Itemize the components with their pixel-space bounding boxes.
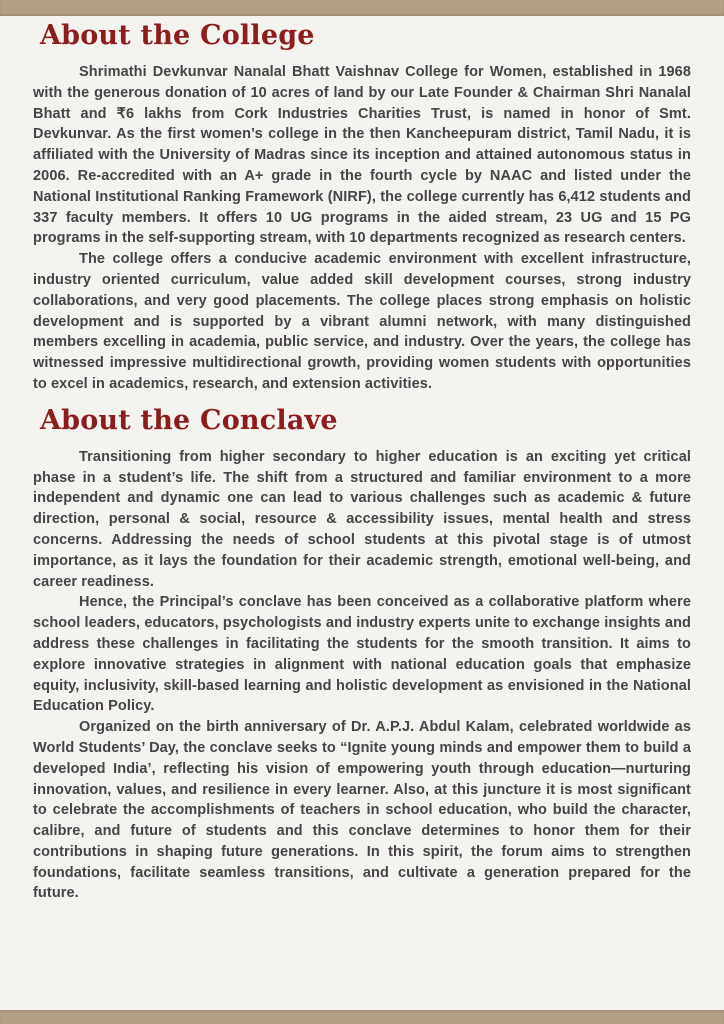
section-about-conclave (33, 405, 691, 905)
about-conclave-heading: About the Conclave (40, 404, 338, 436)
bottom-border-bar (0, 1010, 724, 1024)
about-conclave-paragraph-1: Transitioning from higher secondary to higher education is an exciting yet critical phase in a student’s life. The shift from a structured and familiar environment to a more independent and dynamic one can lead to various challenges such as academic & future direction, personal & social, resource & accessibility issues, mental health and stress concerns. Addressing the needs of school students at this pivotal stage is of utmost importance, as it lays the foundation for their academic strength, emotional well-being, and career readiness. (33, 448, 691, 590)
about-college-paragraph-1: Shrimathi Devkunvar Nanalal Bhatt Vaishnav College for Women, established in 1968 with the generous donation of 10 acres of land by our Late Founder & Chairman Shri Nanalal Bhatt and ₹6 lakhs from Cork Industries Charities Trust, is named in honor of Smt. Devkunvar. As the first women’s college in the then Kancheepuram district, Tamil Nadu, it is affiliated with the University of Madras since its inception and attained autonomous status in 2006. Re-accredited with an A+ grade in the fourth cycle by NAAC and listed under the National Institutional Ranking Framework (NIRF), the college currently has 6,412 students and 337 faculty members. It offers 10 UG programs in the aided stream, 23 UG and 15 PG programs in the self-supporting stream, with 10 departments recognized as research centers. (33, 64, 691, 247)
section-about-college (33, 20, 691, 395)
about-conclave-paragraph-3: Organized on the birth anniversary of Dr. A.P.J. Abdul Kalam, celebrated worldwide as World Students’ Day, the conclave seeks to “Ignite young minds and empower them to build a developed India’, reflecting his vision of empowering youth through education—nurturing innovation, values, and resilience in every learner. Also, at this juncture it is most significant to celebrate the accomplishments of teachers in school education, who build the character, calibre, and future of students and this conclave determines to honor them for their contributions in shaping future generations. In this spirit, the forum aims to strengthen foundations, facilitate seamless transitions, and cultivate a generation prepared for the future. (33, 719, 691, 902)
about-college-heading: About the College (40, 20, 315, 51)
about-conclave-paragraph-2: Hence, the Principal’s conclave has been conceived as a collaborative platform where school leaders, educators, psychologists and industry experts unite to exchange insights and address these challenges in facilitating the students for the smooth transition. It aims to explore innovative strategies in alignment with national education goals that emphasize equity, inclusivity, skill-based learning and holistic development as envisioned in the National Education Policy. (33, 594, 691, 715)
about-college-paragraph-2: The college offers a conducive academic environment with excellent infrastructure, industry oriented curriculum, value added skill development courses, strong industry collaborations, and very good placements. The college places strong emphasis on holistic development and is supported by a vibrant alumni network, with many distinguished members excelling in academia, public service, and industry. Over the years, the college has witnessed impressive multidirectional growth, providing women students with opportunities to excel in academics, research, and extension activities. (33, 251, 691, 392)
